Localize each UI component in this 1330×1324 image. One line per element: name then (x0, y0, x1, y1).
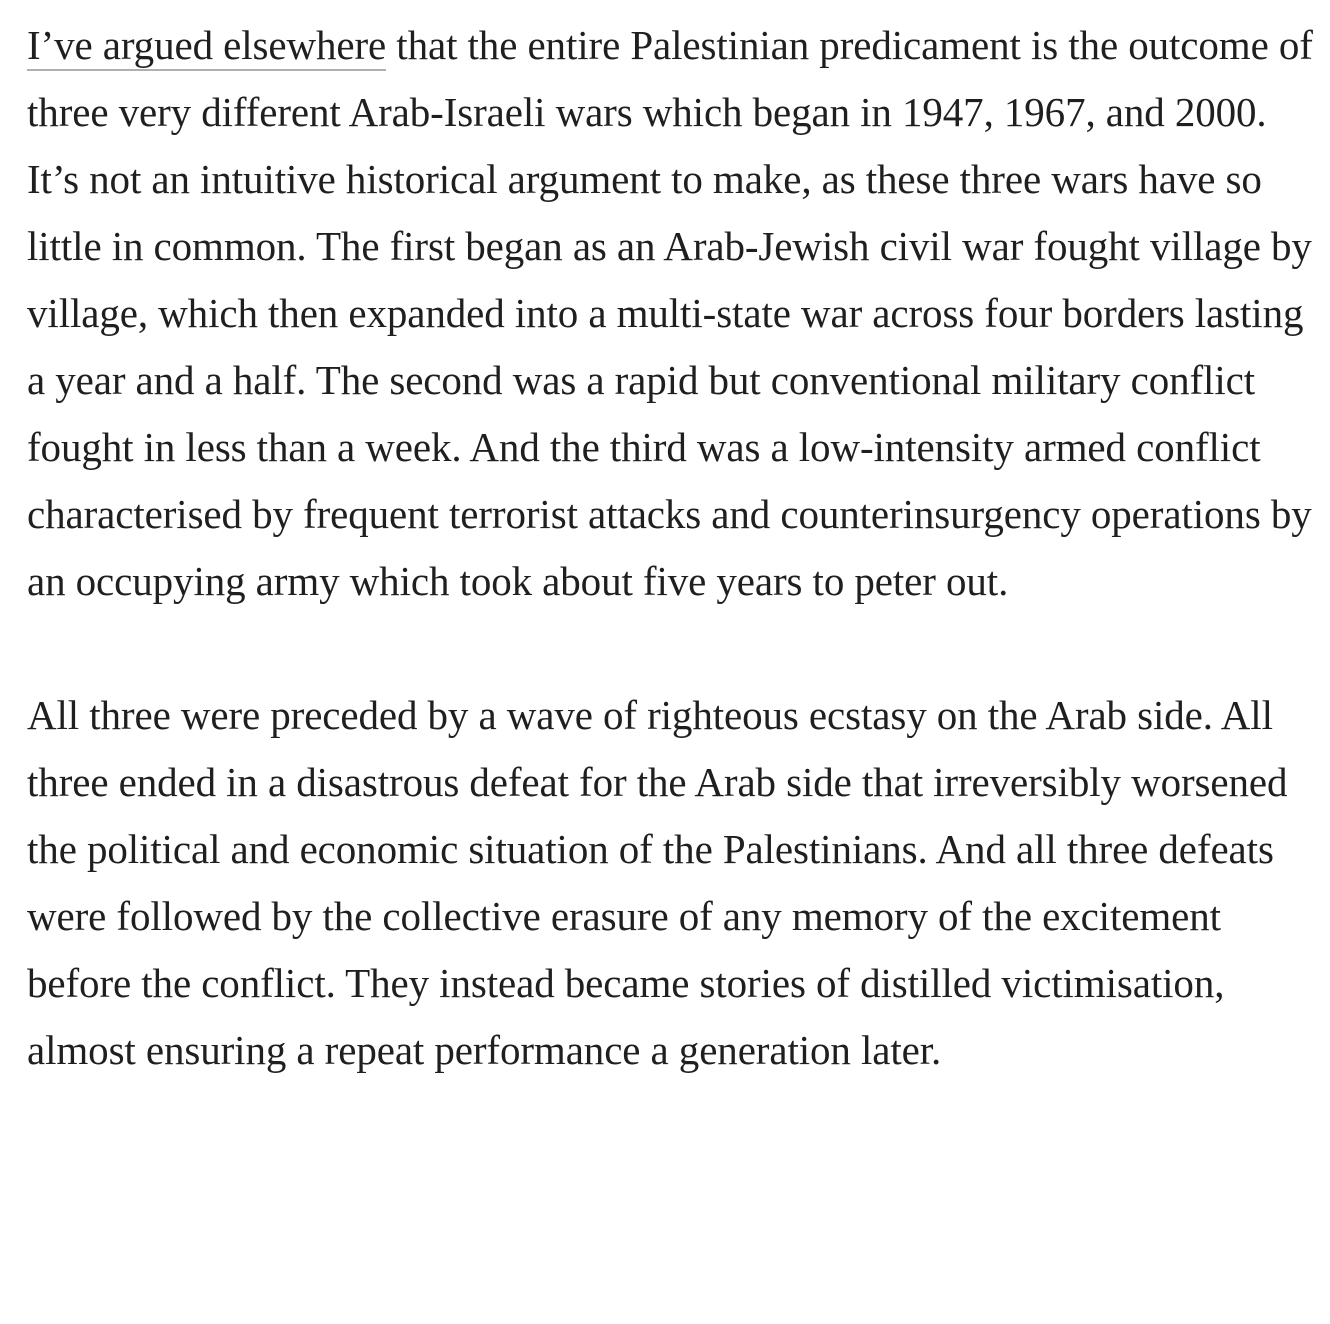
paragraph (27, 682, 1317, 1084)
paragraph-text: All three were preceded by a wave of righteous ecstasy on the Arab side. All three ended in a disastrous defeat for the Arab side that irreversibly worsened the political and economic situation of the Palestinians. And all three defeats were followed by the collective erasure of any memory of the excitement before the conflict. They instead became stories of distilled victimisation, almost ensuring a repeat performance a generation later. (27, 692, 1288, 1073)
elsewhere-link[interactable]: I’ve argued elsewhere (27, 22, 386, 71)
article-body (27, 12, 1317, 1084)
paragraph-text: that the entire Palestinian predicament is the outcome of three very different Arab-Israeli wars which began in 1947, 1967, and 2000. It’s not an intuitive historical argument to make, as these three wars have so little in common. The first began as an Arab-Jewish civil war fought village by village, which then expanded into a multi-state war across four borders lasting a year and a half. The second was a rapid but conventional military conflict fought in less than a week. And the third was a low-intensity armed conflict characterised by frequent terrorist attacks and counterinsurgency operations by an occupying army which took about five years to peter out. (27, 22, 1313, 604)
paragraph (27, 12, 1317, 615)
